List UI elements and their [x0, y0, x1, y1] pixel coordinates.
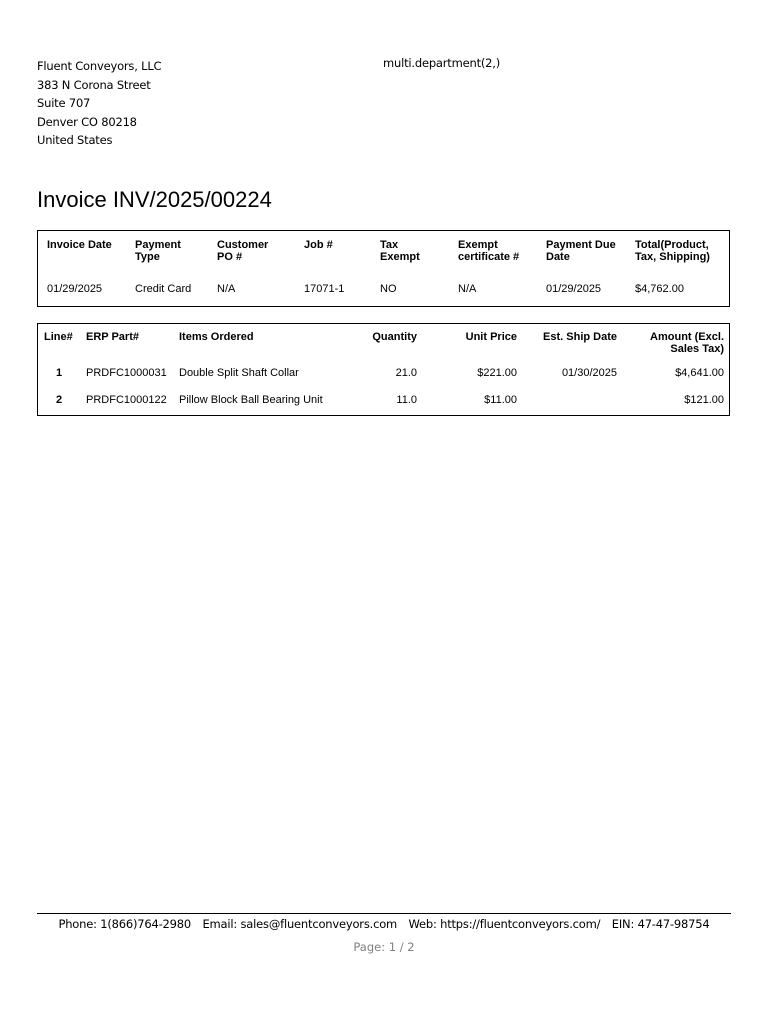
header-erp-part: ERP Part# [86, 331, 139, 343]
header-total: Total(Product, Tax, Shipping) [635, 239, 710, 263]
footer-phone: Phone: 1(866)764-2980 [58, 917, 192, 931]
footer-divider [37, 913, 731, 914]
footer-contact [0, 917, 768, 931]
row-1-item: Double Split Shaft Collar [179, 367, 299, 379]
row-2-item: Pillow Block Ball Bearing Unit [179, 394, 323, 406]
company-name: Fluent Conveyors, LLC [37, 59, 162, 73]
row-2-unit-price: $11.00 [484, 394, 517, 406]
row-1-quantity: 21.0 [395, 367, 417, 379]
header-line: Line# [44, 331, 73, 343]
line-items-table [37, 323, 730, 416]
value-invoice-date: 01/29/2025 [47, 283, 103, 295]
header-invoice-date: Invoice Date [47, 239, 112, 251]
header-amount: Amount (Excl. Sales Tax) [650, 331, 724, 355]
company-street: 383 N Corona Street [37, 77, 151, 92]
row-2-amount: $121.00 [684, 394, 724, 406]
value-payment-due-date: 01/29/2025 [546, 283, 602, 295]
header-unit-price: Unit Price [465, 331, 517, 343]
row-2-line: 2 [55, 394, 63, 406]
company-country: United States [37, 133, 113, 148]
header-customer-po: Customer PO # [217, 239, 269, 263]
row-1-part: PRDFC1000031 [86, 367, 167, 379]
row-1-amount: $4,641.00 [675, 367, 724, 379]
value-job: 17071-1 [304, 283, 345, 295]
row-2-quantity: 11.0 [396, 394, 417, 406]
value-tax-exempt: NO [380, 283, 397, 295]
invoice-title: Invoice INV/2025/00224 [37, 187, 272, 212]
row-2-part: PRDFC1000122 [86, 394, 167, 406]
footer-ein: EIN: 47-47-98754 [611, 917, 710, 931]
header-payment-due-date: Payment Due Date [546, 239, 616, 263]
row-1-unit-price: $221.00 [477, 367, 517, 379]
footer-web: Web: https://fluentconveyors.com/ [408, 917, 601, 931]
header-payment-type: Payment Type [135, 239, 181, 263]
row-1-ship-date: 01/30/2025 [561, 367, 617, 379]
department-label: multi.department(2,) [383, 56, 501, 70]
header-exempt-certificate: Exempt certificate # [458, 239, 520, 263]
value-payment-type: Credit Card [135, 283, 192, 295]
page-number: Page: 1 / 2 [353, 940, 415, 954]
company-address [37, 57, 161, 150]
header-quantity: Quantity [372, 331, 417, 343]
header-job: Job # [304, 239, 333, 251]
value-exempt-certificate: N/A [458, 283, 477, 295]
company-suite: Suite 707 [37, 96, 91, 111]
row-1-line: 1 [55, 367, 63, 379]
footer-email: Email: sales@fluentconveyors.com [202, 917, 398, 931]
value-customer-po: N/A [217, 283, 236, 295]
header-est-ship-date: Est. Ship Date [543, 331, 617, 343]
company-city: Denver CO 80218 [37, 114, 137, 129]
header-tax-exempt: Tax Exempt [380, 239, 420, 263]
header-items-ordered: Items Ordered [179, 331, 254, 343]
invoice-summary-table [37, 230, 730, 307]
value-total: $4,762.00 [635, 283, 684, 295]
